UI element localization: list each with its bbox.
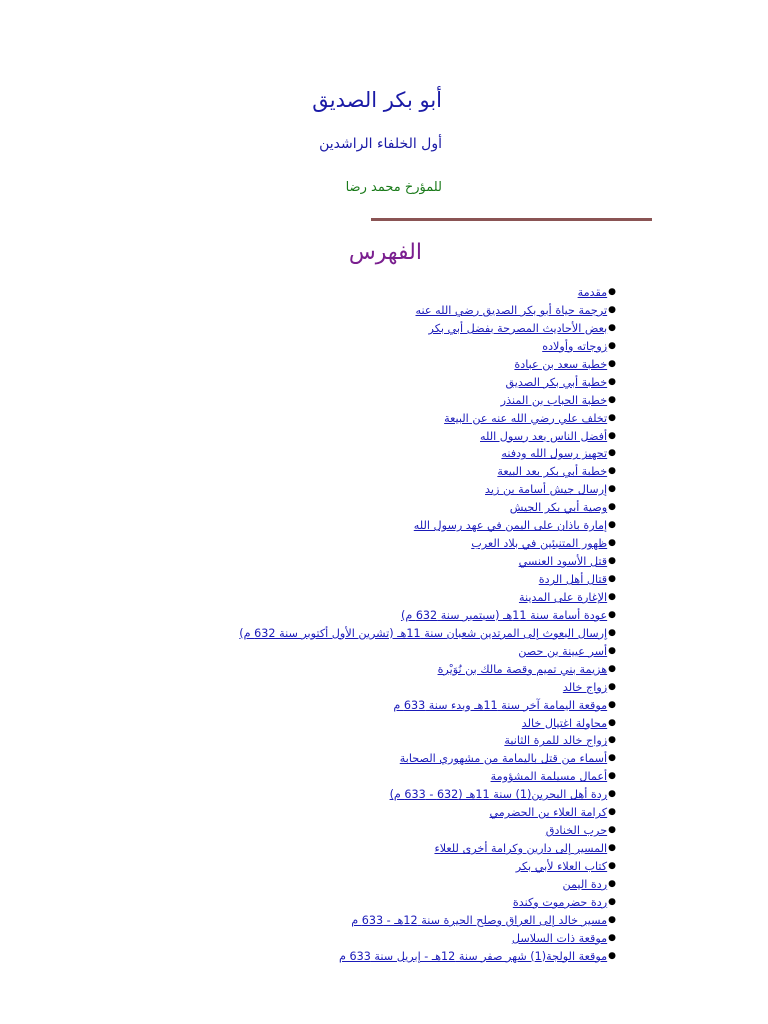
bullet-icon: ●: [608, 448, 616, 459]
toc-link[interactable]: زواج خالد: [562, 680, 608, 694]
toc-link[interactable]: عودة أسامة سنة 11هـ (سبتمبر سنة 632 م): [400, 608, 608, 622]
bullet-icon: ●: [608, 520, 616, 531]
toc-link[interactable]: زواج خالد للمرة الثانية: [504, 734, 608, 748]
toc-item: [56, 499, 616, 517]
bullet-icon: ●: [608, 538, 616, 549]
toc-link[interactable]: كتاب العلاء لأبي بكر: [515, 860, 608, 873]
toc-link[interactable]: قتال أهل الردة: [538, 573, 608, 586]
toc-link[interactable]: إرسال البعوث إلى المرتدين شعبان سنة 11هـ (تشرين الأول أكتوبر سنة 632 م): [239, 626, 608, 640]
toc-item: [56, 697, 616, 715]
bullet-icon: ●: [608, 574, 616, 585]
bullet-icon: ●: [608, 717, 616, 728]
toc-item: [56, 607, 616, 625]
bullet-icon: ●: [608, 771, 616, 782]
toc-link[interactable]: خطبة سعد بن عبادة: [514, 357, 608, 371]
toc-item: [56, 445, 616, 463]
book-subtitle: أول الخلفاء الراشدين: [319, 136, 442, 152]
bullet-icon: ●: [608, 394, 616, 405]
toc-item: [56, 428, 616, 446]
bullet-icon: ●: [608, 663, 616, 674]
toc-link[interactable]: ترجمة حياة أبو بكر الصديق رضي الله عنه: [415, 303, 608, 317]
toc-item: [56, 356, 616, 374]
toc-item: [56, 625, 616, 643]
toc-link[interactable]: ردة اليمن: [562, 877, 608, 891]
bullet-icon: ●: [608, 287, 616, 298]
toc-link[interactable]: محاولة اغتيال خالد: [521, 716, 608, 730]
toc-item: [56, 858, 616, 876]
bullet-icon: ●: [608, 304, 616, 315]
toc-link[interactable]: حرب الخنادق: [545, 824, 608, 838]
bullet-icon: ●: [608, 699, 616, 710]
bullet-icon: ●: [608, 789, 616, 800]
toc-item: [56, 804, 616, 822]
toc-link[interactable]: إرسال جيش أسامة بن زيد: [485, 483, 608, 497]
horizontal-divider: [371, 218, 652, 221]
toc-link[interactable]: وصية أبي بكر الجيش: [509, 501, 608, 515]
toc-item: [56, 320, 616, 338]
bullet-icon: ●: [608, 950, 616, 961]
bullet-icon: ●: [608, 591, 616, 602]
book-title: أبو بكر الصديق: [312, 88, 442, 112]
toc-item: [56, 589, 616, 607]
toc-item: [56, 768, 616, 786]
toc-link[interactable]: زوجاته وأولاده: [542, 339, 608, 353]
toc-item: [56, 732, 616, 750]
bullet-icon: ●: [608, 914, 616, 925]
toc-link[interactable]: أعمال مسيلمة المشؤومة: [490, 770, 608, 784]
bullet-icon: ●: [608, 753, 616, 764]
bullet-icon: ●: [608, 376, 616, 387]
bullet-icon: ●: [608, 807, 616, 818]
bullet-icon: ●: [608, 681, 616, 692]
toc-link[interactable]: موقعة ذات السلاسل: [511, 931, 608, 945]
toc-link[interactable]: موقعة الولجة(1) شهر صفر سنة 12هـ - إبريل سنة 633 م: [339, 949, 608, 963]
bullet-icon: ●: [608, 645, 616, 656]
toc-link[interactable]: هزيمة بني تميم وقصة مالك بن نُوَيْرة: [437, 662, 608, 676]
bullet-icon: ●: [608, 932, 616, 943]
bullet-icon: ●: [608, 340, 616, 351]
toc-link[interactable]: إمارة باذان على اليمن في عهد رسول الله: [413, 519, 608, 533]
bullet-icon: ●: [608, 358, 616, 369]
toc-item: [56, 750, 616, 768]
bullet-icon: ●: [608, 322, 616, 333]
toc-item: [56, 302, 616, 320]
toc-link[interactable]: أسماء من قتل باليمامة من مشهوري الصحابة: [399, 752, 608, 766]
toc-link[interactable]: تجهيز رسول الله ودفنه: [501, 447, 608, 461]
toc-heading: الفهرس: [348, 240, 422, 265]
bullet-icon: ●: [608, 556, 616, 567]
bullet-icon: ●: [608, 430, 616, 441]
toc-item: [56, 517, 616, 535]
toc-link[interactable]: خطبة أبي بكر بعد البيعة: [497, 465, 608, 479]
bullet-icon: ●: [608, 843, 616, 854]
toc-link[interactable]: خطبة الحباب بن المنذر: [500, 393, 608, 407]
bullet-icon: ●: [608, 466, 616, 477]
bullet-icon: ●: [608, 412, 616, 423]
toc-item: [56, 840, 616, 858]
toc-item: [56, 571, 616, 589]
toc-item: [56, 679, 616, 697]
toc-link[interactable]: بعض الأحاديث المصرحة بفضل أبي بكر: [428, 321, 608, 335]
toc-item: [56, 876, 616, 894]
bullet-icon: ●: [608, 861, 616, 872]
toc-link[interactable]: كرامة العلاء بن الحضرمي: [489, 806, 608, 820]
toc-item: [56, 948, 616, 966]
toc-item: [56, 284, 616, 302]
toc-item: [56, 661, 616, 679]
bullet-icon: ●: [608, 878, 616, 889]
toc-item: [56, 894, 616, 912]
toc-item: [56, 912, 616, 930]
toc-item: [56, 535, 616, 553]
toc-link[interactable]: قتل الأسود العنسي: [518, 555, 608, 569]
toc-item: [56, 715, 616, 733]
bullet-icon: ●: [608, 627, 616, 638]
toc-link[interactable]: مسير خالد إلى العراق وصلح الحيرة سنة 12هـ - 633 م: [351, 913, 608, 927]
bullet-icon: ●: [608, 735, 616, 746]
book-author: للمؤرخ محمد رضا: [345, 180, 442, 195]
toc-link[interactable]: ردة أهل البحرين(1) سنة 11هـ (632 - 633 م): [389, 788, 608, 802]
toc-item: [56, 786, 616, 804]
toc-list: [56, 284, 616, 966]
toc-item: [56, 410, 616, 428]
bullet-icon: ●: [608, 825, 616, 836]
toc-link[interactable]: موقعة اليمامة آخر سنة 11هـ وبدء سنة 633 م: [393, 698, 608, 712]
bullet-icon: ●: [608, 502, 616, 513]
toc-link[interactable]: مقدمة: [577, 286, 608, 299]
toc-item: [56, 553, 616, 571]
bullet-icon: ●: [608, 484, 616, 495]
toc-link[interactable]: الإغارة على المدينة: [518, 590, 608, 604]
toc-link[interactable]: المسير إلى دارين وكرامة أخرى للعلاء: [434, 842, 608, 856]
toc-item: [56, 374, 616, 392]
toc-link[interactable]: أسر عيينة بن حصن: [518, 644, 608, 658]
toc-link[interactable]: ردة حضرموت وكندة: [512, 895, 608, 909]
toc-item: [56, 930, 616, 948]
toc-item: [56, 643, 616, 661]
toc-link[interactable]: ظهور المتنبئين في بلاد العرب: [471, 537, 608, 551]
toc-item: [56, 392, 616, 410]
toc-item: [56, 822, 616, 840]
toc-link[interactable]: تخلف علي رضي الله عنه عن البيعة: [444, 411, 608, 425]
bullet-icon: ●: [608, 896, 616, 907]
toc-link[interactable]: خطبة أبي بكر الصديق: [505, 375, 608, 389]
bullet-icon: ●: [608, 609, 616, 620]
toc-item: [56, 463, 616, 481]
toc-item: [56, 481, 616, 499]
toc-item: [56, 338, 616, 356]
toc-link[interactable]: أفضل الناس بعد رسول الله: [480, 429, 608, 443]
